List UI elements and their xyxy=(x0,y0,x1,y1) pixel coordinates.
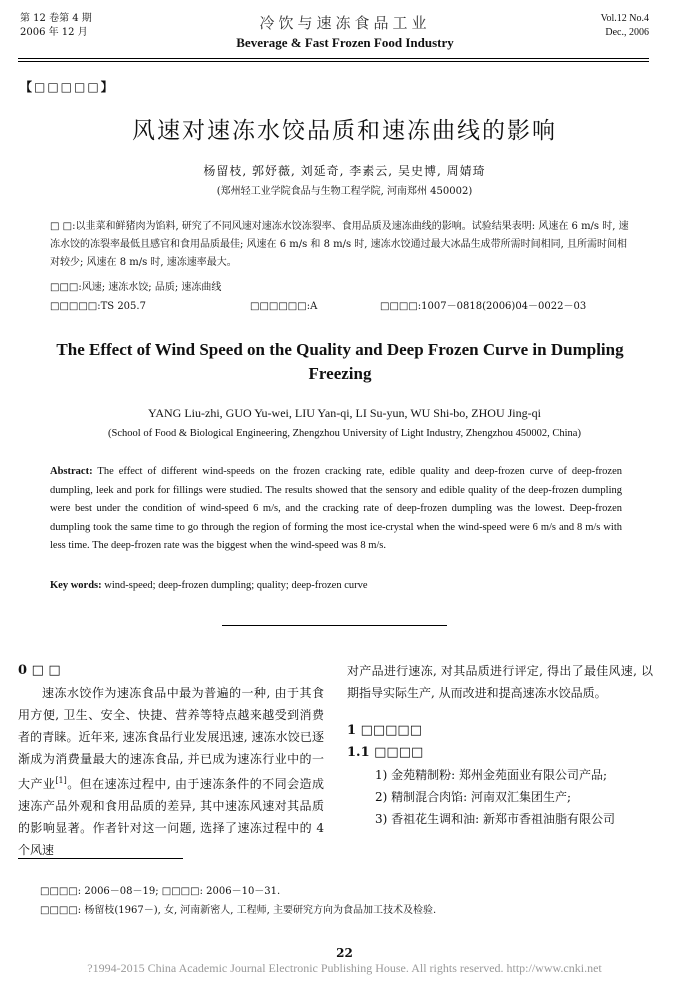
header-rule xyxy=(18,58,649,59)
title-en: The Effect of Wind Speed on the Quality and Deep Frozen Curve in Dumpling Freezing xyxy=(56,340,624,383)
list-item: 3) 香祖花生调和油: 新郑市香祖油脂有限公司 xyxy=(375,812,615,826)
abstract-en-label: Abstract: xyxy=(50,466,93,477)
journal-issue-en xyxy=(529,12,649,40)
subsection-heading: 1.1 □□□□ xyxy=(347,745,424,760)
body-right-column xyxy=(347,660,653,830)
abstract-en xyxy=(50,463,622,556)
footnote-dates: □□□□: 2006－08－19; □□□□: 2006－10－31. xyxy=(40,886,281,897)
abstract-cn-label: □ □: xyxy=(50,221,76,232)
body-left-column xyxy=(18,660,324,861)
journal-name-en: Beverage & Fast Frozen Food Industry xyxy=(236,35,454,50)
keywords-cn-label: □□□: xyxy=(50,282,82,293)
authors-en: YANG Liu-zhi, GUO Yu-wei, LIU Yan-qi, LI Su-yun, WU Shi-bo, ZHOU Jing-qi xyxy=(148,406,541,420)
list-item: 2) 精制混合肉馅: 河南双汇集团生产; xyxy=(375,790,572,804)
article-id: □□□□:1007－0818(2006)04－0022－03 xyxy=(380,301,587,312)
date-cn: 2006 年 12 月 xyxy=(20,27,88,38)
journal-issue-cn xyxy=(20,12,160,40)
keywords-en-text: wind-speed; deep-frozen dumpling; quality; deep-frozen curve xyxy=(104,580,368,591)
keywords-cn-text: 风速; 速冻水饺; 品质; 速冻曲线 xyxy=(81,282,222,293)
section-heading-materials: 1 □□□□□ xyxy=(347,723,422,738)
keywords-en-label: Key words: xyxy=(50,580,102,591)
document-code: □□□□□□:A xyxy=(250,301,318,312)
title-cn: 风速对速冻水饺品质和速冻曲线的影响 xyxy=(132,118,557,144)
section-heading-intro: 0 □ □ xyxy=(18,663,61,678)
abstract-en-text: The effect of different wind-speeds on the frozen cracking rate, edible quality and deep-frozen curve of deep-frozen dumpling, leek and pork for fillings were studied. The results showed that the sensory and edible quality of the deep-frozen dumpling were best under the condition of wind-speed 6 m/s, and the cracking rate of deep-frozen dumpling was the lowest. Deep-frozen dumpling took the same time to go through the region of forming the most ice-crystal when the wind-speed were 6 m/s and 8 m/s with less time. The deep-frozen rate was the biggest when the wind-speed was 8 m/s. xyxy=(50,466,623,551)
abstract-cn-text: 以韭菜和鲜猪肉为馅料, 研究了不同风速对速冻水饺冻裂率、食用品质及速冻曲线的影响。试验结果表明: 风速在 6 m/s 时, 速冻水饺的冻裂率最低且感官和食用品质最佳; 风速在 6 m/s 和 8 m/s 时, 速冻水饺通过最大冰晶生成带所需时间相同, 且所需时间相对较少; 风速在 8 m/s 时, 速冻速率最大。 xyxy=(50,221,629,268)
volume-cn: 第 12 卷第 4 期 xyxy=(20,13,92,24)
footnote-rule xyxy=(18,858,183,859)
affiliation-cn: (郑州轻工业学院食品与生物工程学院, 河南郑州 450002) xyxy=(216,186,473,197)
list-item: 1) 金苑精制粉: 郑州金苑面业有限公司产品; xyxy=(375,768,608,782)
section-tag: 【□□□□□】 xyxy=(20,80,115,94)
citation-ref[interactable]: [1] xyxy=(55,776,67,785)
abstract-cn xyxy=(50,218,630,272)
volume-en: Vol.12 No.4 xyxy=(600,13,649,24)
intro-paragraph: 速冻水饺作为速冻食品中最为普遍的一种, 由于其食用方便, 卫生、安全、快捷、营养等特点越来越受到消费者的青睐。近年来, 速冻食品行业发展迅速, 速冻水饺已逐渐成为消费量最大的速冻食品, 并已成为速冻行业中的一大产业[1]。但在速冻过程中, 由于速冻条件的不同会造成速冻产品外观和食用品质的差异, 其中速冻风速对其品质的影响显著。作者针对这一问题, 选择了速冻过程中的 4 个风速 xyxy=(18,686,324,857)
authors-cn: 杨留枝, 郭妤薇, 刘延奇, 李素云, 吴史博, 周婧琦 xyxy=(203,164,486,178)
keywords-en xyxy=(50,580,622,591)
footnote-author: □□□□: 杨留枝(1967－), 女, 河南新密人, 工程师, 主要研究方向为食品加工技术及检验. xyxy=(40,905,437,916)
keywords-cn xyxy=(50,278,221,293)
journal-name-cn: 冷饮与速冻食品工业 xyxy=(259,14,431,32)
journal-masthead xyxy=(180,12,510,51)
header-rule-secondary xyxy=(18,61,649,62)
intro-paragraph-continued: 对产品进行速冻, 对其品质进行评定, 得出了最佳风速, 以期指导实际生产, 从而改进和提高速冻水饺品质。 xyxy=(347,664,653,700)
affiliation-en: (School of Food & Biological Engineering, Zhengzhou University of Light Industry, Zhengzhou 450002, China) xyxy=(108,428,581,439)
classification-row xyxy=(50,297,630,312)
date-en: Dec., 2006 xyxy=(605,27,649,38)
copyright-watermark: ?1994-2015 China Academic Journal Electronic Publishing House. All rights reserved. http://www.cnki.net xyxy=(87,961,602,975)
page-number: 22 xyxy=(336,946,353,960)
clc-number: □□□□□:TS 205.7 xyxy=(50,301,146,312)
separator-rule xyxy=(222,625,447,626)
